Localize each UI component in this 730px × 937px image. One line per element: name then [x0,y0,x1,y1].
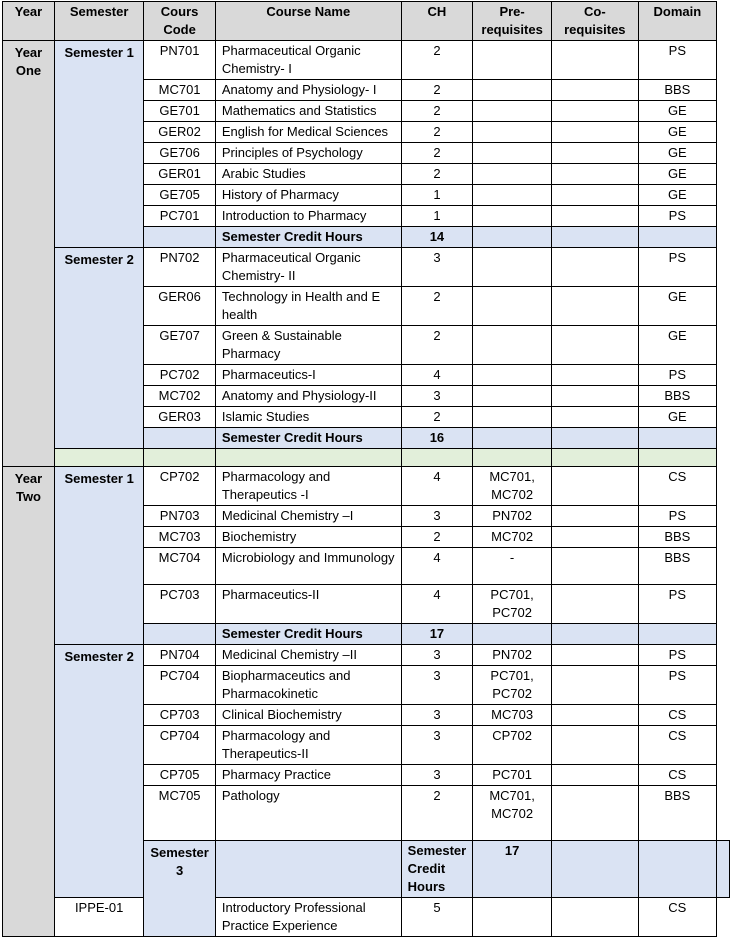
credit-hours-total: 17 [401,624,473,645]
credit-hours-total: 14 [401,227,473,248]
prerequisites [473,143,552,164]
spacer-cell [144,449,216,467]
spacer-row [3,449,730,467]
course-name-header: Course Name [215,2,401,41]
course-code: GE706 [144,143,216,164]
corequisites [551,365,638,386]
domain: BBS [638,80,716,101]
total-domain-cell [638,227,716,248]
domain: GE [638,143,716,164]
course-name: Medicinal Chemistry –I [215,506,401,527]
course-row [3,41,730,80]
corequisites [551,407,638,428]
prerequisites: PC701, PC702 [473,666,552,705]
spacer-cell [551,449,638,467]
domain: PS [638,41,716,80]
course-code: PN701 [144,41,216,80]
spacer-cell [401,449,473,467]
prerequisites: - [473,548,552,585]
course-name: Mathematics and Statistics [215,101,401,122]
semester-cell: Semester 2 [54,645,143,898]
corequisites [551,666,638,705]
credit-hours: 2 [401,122,473,143]
course-code: PN704 [144,645,216,666]
prerequisites [473,185,552,206]
credit-hours: 2 [401,527,473,548]
prerequisites: PN702 [473,506,552,527]
prerequisites: PN702 [473,645,552,666]
credit-hours: 2 [401,326,473,365]
course-code: PC701 [144,206,216,227]
prerequisites [473,365,552,386]
semester-cell: Semester 2 [54,248,143,449]
course-name: English for Medical Sciences [215,122,401,143]
total-co-cell [551,624,638,645]
corequisites [551,122,638,143]
credit-hours-label: Semester Credit Hours [215,227,401,248]
domain: GE [638,164,716,185]
corequisites [551,41,638,80]
domain: PS [638,585,716,624]
prerequisites [473,326,552,365]
credit-hours: 3 [401,248,473,287]
credit-hours: 4 [401,467,473,506]
course-name: Medicinal Chemistry –II [215,645,401,666]
course-name: Pharmacology and Therapeutics-II [215,726,401,765]
credit-hours: 3 [401,765,473,786]
total-code-cell [144,227,216,248]
course-code: MC704 [144,548,216,585]
corequisites [551,101,638,122]
year-header: Year [3,2,55,41]
total-domain-cell [638,624,716,645]
credit-hours: 1 [401,185,473,206]
domain: GE [638,122,716,143]
corequisites [551,705,638,726]
course-code: CP702 [144,467,216,506]
prerequisites: PC701 [473,765,552,786]
course-code: GER02 [144,122,216,143]
credit-hours: 2 [401,41,473,80]
corequisites-header: Co- requisites [551,2,638,41]
spacer-cell [54,449,143,467]
course-code: MC705 [144,786,216,841]
semester-cell: Semester 1 [54,467,143,645]
semester-cell: Semester 1 [54,41,143,248]
corequisites [551,143,638,164]
credit-hours-header: CH [401,2,473,41]
prerequisites [473,287,552,326]
course-row [3,898,730,937]
course-name: Pharmaceutical Organic Chemistry- I [215,41,401,80]
course-code: GER06 [144,287,216,326]
code-header: Cours Code [144,2,216,41]
semester-cell: Semester 3 [144,841,216,937]
credit-hours: 2 [401,786,473,841]
course-name: Principles of Psychology [215,143,401,164]
credit-hours: 2 [401,143,473,164]
domain: GE [638,287,716,326]
credit-hours-label: Semester Credit Hours [215,428,401,449]
course-name: Biopharmaceutics and Pharmacokinetic [215,666,401,705]
course-name: Anatomy and Physiology- I [215,80,401,101]
course-row [3,645,730,666]
course-code: MC703 [144,527,216,548]
course-name: Pharmacy Practice [215,765,401,786]
domain: PS [638,506,716,527]
credit-hours: 4 [401,548,473,585]
domain: PS [638,645,716,666]
total-pre-cell [473,624,552,645]
credit-hours: 1 [401,206,473,227]
course-code: GE701 [144,101,216,122]
prerequisites: PC701, PC702 [473,585,552,624]
course-code: CP705 [144,765,216,786]
credit-hours-label: Semester Credit Hours [401,841,473,898]
course-row [3,467,730,506]
domain: BBS [638,786,716,841]
total-pre-cell [473,428,552,449]
corequisites [551,287,638,326]
domain: GE [638,407,716,428]
curriculum-body [3,41,730,937]
prerequisites [473,248,552,287]
course-code: GE707 [144,326,216,365]
course-code: MC702 [144,386,216,407]
spacer-cell [638,449,716,467]
course-name: Islamic Studies [215,407,401,428]
corequisites [551,326,638,365]
year-cell: Year One [3,41,55,467]
corequisites [551,206,638,227]
prerequisites: MC701, MC702 [473,786,552,841]
course-name: Anatomy and Physiology-II [215,386,401,407]
prerequisites [473,206,552,227]
corequisites [551,527,638,548]
corequisites [551,506,638,527]
course-name: Pharmaceutics-II [215,585,401,624]
domain: CS [638,898,716,937]
course-code: CP704 [144,726,216,765]
course-code: IPPE-01 [54,898,143,937]
domain: GE [638,101,716,122]
domain: CS [638,467,716,506]
credit-hours: 2 [401,407,473,428]
credit-hours: 4 [401,365,473,386]
corequisites [551,185,638,206]
course-code: GER01 [144,164,216,185]
domain: PS [638,248,716,287]
corequisites [551,386,638,407]
corequisites [551,585,638,624]
course-code: MC701 [144,80,216,101]
course-name: Green & Sustainable Pharmacy [215,326,401,365]
course-name: Pathology [215,786,401,841]
corequisites [551,248,638,287]
header-row [3,2,730,41]
total-co-cell [551,428,638,449]
prerequisites [473,41,552,80]
course-code: PN703 [144,506,216,527]
corequisites [551,164,638,185]
domain-header: Domain [638,2,716,41]
total-code-cell [144,624,216,645]
year-cell: Year Two [3,467,55,937]
domain: CS [638,726,716,765]
prerequisites [473,386,552,407]
course-name: Pharmaceutics-I [215,365,401,386]
credit-hours-total: 16 [401,428,473,449]
course-name: Introductory Professional Practice Experience [215,898,401,937]
domain: BBS [638,548,716,585]
course-name: Introduction to Pharmacy [215,206,401,227]
prerequisites: MC702 [473,527,552,548]
domain: BBS [638,386,716,407]
spacer-cell [473,449,552,467]
prerequisites: CP702 [473,726,552,765]
credit-hours: 2 [401,80,473,101]
total-code-cell [144,428,216,449]
prerequisites [473,898,552,937]
spacer-cell [215,449,401,467]
course-code: CP703 [144,705,216,726]
curriculum-table [2,1,730,937]
course-name: Microbiology and Immunology [215,548,401,585]
prerequisites: MC701, MC702 [473,467,552,506]
total-pre-cell [551,841,638,898]
course-row [3,248,730,287]
domain: CS [638,705,716,726]
credit-hours: 3 [401,726,473,765]
total-code-cell [215,841,401,898]
prerequisites [473,101,552,122]
credit-hours: 3 [401,645,473,666]
course-code: PC702 [144,365,216,386]
domain: GE [638,185,716,206]
prerequisites [473,122,552,143]
corequisites [551,80,638,101]
domain: GE [638,326,716,365]
total-domain-cell [717,841,730,898]
course-name: History of Pharmacy [215,185,401,206]
prerequisites: MC703 [473,705,552,726]
corequisites [551,726,638,765]
course-code: GER03 [144,407,216,428]
credit-hours: 3 [401,705,473,726]
course-name: Pharmacology and Therapeutics -I [215,467,401,506]
credit-hours: 2 [401,164,473,185]
total-domain-cell [638,428,716,449]
course-name: Clinical Biochemistry [215,705,401,726]
corequisites [551,467,638,506]
course-code: GE705 [144,185,216,206]
corequisites [551,898,638,937]
total-co-cell [551,227,638,248]
prerequisites [473,407,552,428]
credit-hours: 3 [401,506,473,527]
course-code: PC704 [144,666,216,705]
corequisites [551,786,638,841]
course-name: Technology in Health and E health [215,287,401,326]
course-name: Pharmaceutical Organic Chemistry- II [215,248,401,287]
total-pre-cell [473,227,552,248]
prerequisites [473,164,552,185]
total-co-cell [638,841,716,898]
domain: PS [638,666,716,705]
credit-hours: 3 [401,666,473,705]
course-code: PC703 [144,585,216,624]
credit-hours-total: 17 [473,841,552,898]
credit-hours-label: Semester Credit Hours [215,624,401,645]
domain: PS [638,365,716,386]
corequisites [551,548,638,585]
credit-hours: 2 [401,287,473,326]
domain: PS [638,206,716,227]
credit-hours: 4 [401,585,473,624]
credit-hours: 2 [401,101,473,122]
domain: BBS [638,527,716,548]
course-name: Biochemistry [215,527,401,548]
prerequisites-header: Pre- requisites [473,2,552,41]
credit-hours: 3 [401,386,473,407]
prerequisites [473,80,552,101]
domain: CS [638,765,716,786]
course-name: Arabic Studies [215,164,401,185]
corequisites [551,645,638,666]
course-code: PN702 [144,248,216,287]
credit-hours: 5 [401,898,473,937]
corequisites [551,765,638,786]
semester-header: Semester [54,2,143,41]
